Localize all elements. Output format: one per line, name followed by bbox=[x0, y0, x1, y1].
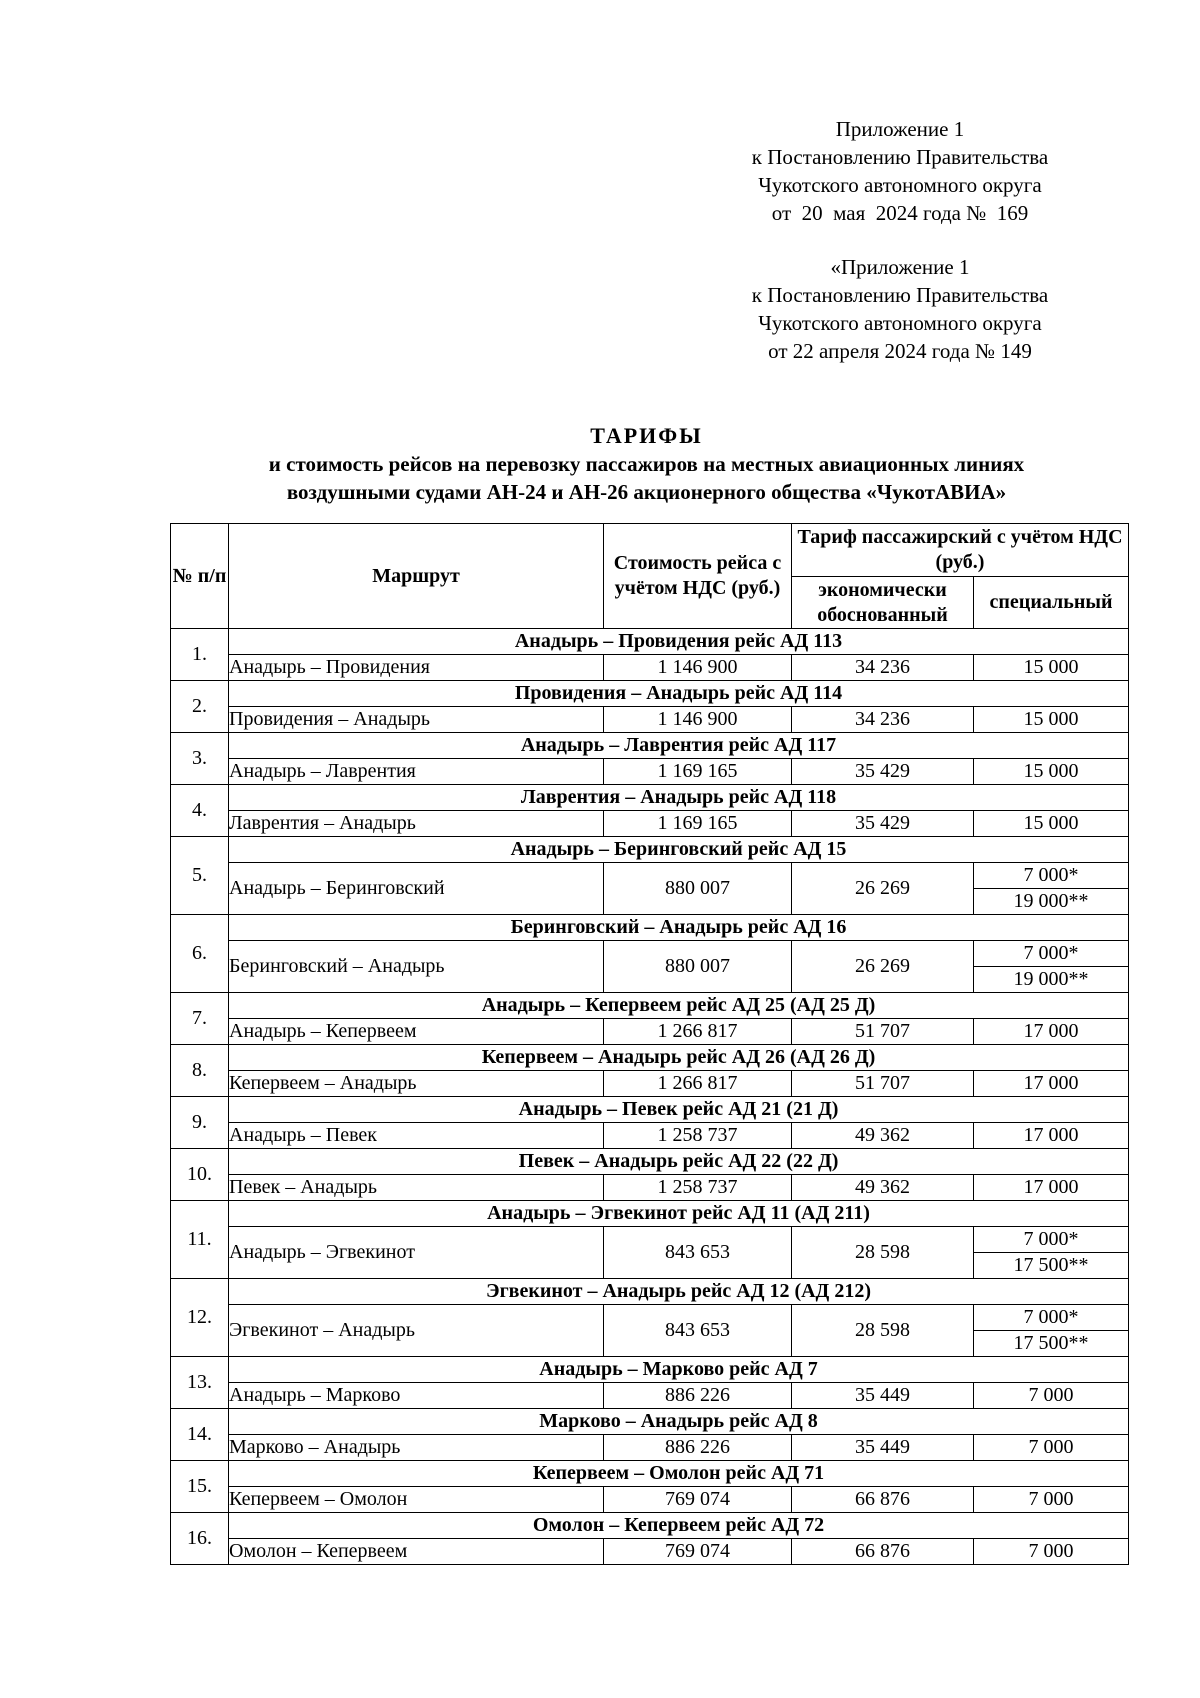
special-tariff-cell: 19 000** bbox=[974, 889, 1129, 915]
title-main: ТАРИФЫ bbox=[590, 423, 703, 448]
header-cost: Стоимость рейса с учётом НДС (руб.) bbox=[604, 524, 792, 629]
row-number: 5. bbox=[171, 837, 229, 915]
row-number: 1. bbox=[171, 629, 229, 681]
route-title-row bbox=[171, 733, 1129, 759]
cost-cell: 1 169 165 bbox=[604, 811, 792, 837]
economic-tariff-cell: 35 429 bbox=[792, 811, 974, 837]
cost-cell: 1 266 817 bbox=[604, 1071, 792, 1097]
route-title-row bbox=[171, 629, 1129, 655]
route-title-row bbox=[171, 1513, 1129, 1539]
economic-tariff-cell: 35 449 bbox=[792, 1383, 974, 1409]
special-tariff-cell: 17 000 bbox=[974, 1071, 1129, 1097]
appendix-current-block bbox=[735, 115, 1065, 227]
cost-cell: 880 007 bbox=[604, 941, 792, 993]
route-title-row bbox=[171, 681, 1129, 707]
route-cell: Кепервеем – Омолон bbox=[229, 1487, 604, 1513]
special-tariff-cell: 7 000* bbox=[974, 1305, 1129, 1331]
table-row bbox=[171, 707, 1129, 733]
flight-title: Беринговский – Анадырь рейс АД 16 bbox=[229, 915, 1129, 941]
cost-cell: 769 074 bbox=[604, 1539, 792, 1565]
table-row bbox=[171, 1487, 1129, 1513]
title-sub-line2: воздушными судами АН-24 и АН-26 акционерного общества «ЧукотАВИА» bbox=[286, 480, 1007, 504]
row-number: 13. bbox=[171, 1357, 229, 1409]
special-tariff-cell: 15 000 bbox=[974, 811, 1129, 837]
title-sub-line1: и стоимость рейсов на перевозку пассажиров на местных авиационных линиях bbox=[268, 452, 1025, 476]
appendix-current-line1: Приложение 1 bbox=[835, 117, 965, 141]
economic-tariff-cell: 28 598 bbox=[792, 1305, 974, 1357]
route-title-row bbox=[171, 837, 1129, 863]
row-number: 3. bbox=[171, 733, 229, 785]
table-row bbox=[171, 1305, 1129, 1331]
route-title-row bbox=[171, 1461, 1129, 1487]
row-number: 6. bbox=[171, 915, 229, 993]
cost-cell: 1 146 900 bbox=[604, 707, 792, 733]
appendix-previous-block bbox=[735, 253, 1065, 365]
special-tariff-cell: 7 000* bbox=[974, 863, 1129, 889]
table-row bbox=[171, 1539, 1129, 1565]
table-row bbox=[171, 941, 1129, 967]
route-cell: Марково – Анадырь bbox=[229, 1435, 604, 1461]
route-cell: Анадырь – Марково bbox=[229, 1383, 604, 1409]
route-title-row bbox=[171, 915, 1129, 941]
row-number: 12. bbox=[171, 1279, 229, 1357]
cost-cell: 1 266 817 bbox=[604, 1019, 792, 1045]
special-tariff-cell: 7 000 bbox=[974, 1487, 1129, 1513]
row-number: 16. bbox=[171, 1513, 229, 1565]
economic-tariff-cell: 51 707 bbox=[792, 1071, 974, 1097]
flight-title: Кепервеем – Омолон рейс АД 71 bbox=[229, 1461, 1129, 1487]
economic-tariff-cell: 49 362 bbox=[792, 1123, 974, 1149]
route-cell: Анадырь – Лаврентия bbox=[229, 759, 604, 785]
route-title-row bbox=[171, 993, 1129, 1019]
special-tariff-cell: 15 000 bbox=[974, 759, 1129, 785]
appendix-current-line3: Чукотского автономного округа bbox=[758, 173, 1042, 197]
flight-title: Анадырь – Беринговский рейс АД 15 bbox=[229, 837, 1129, 863]
row-number: 14. bbox=[171, 1409, 229, 1461]
flight-title: Анадырь – Провидения рейс АД 113 bbox=[229, 629, 1129, 655]
table-row bbox=[171, 1123, 1129, 1149]
flight-title: Марково – Анадырь рейс АД 8 bbox=[229, 1409, 1129, 1435]
row-number: 10. bbox=[171, 1149, 229, 1201]
appendix-previous-line3: Чукотского автономного округа bbox=[758, 311, 1042, 335]
special-tariff-cell: 7 000* bbox=[974, 1227, 1129, 1253]
header-tariff: Тариф пассажирский с учётом НДС (руб.) bbox=[792, 524, 1129, 577]
cost-cell: 843 653 bbox=[604, 1305, 792, 1357]
header-route: Маршрут bbox=[229, 524, 604, 629]
flight-title: Эгвекинот – Анадырь рейс АД 12 (АД 212) bbox=[229, 1279, 1129, 1305]
cost-cell: 1 146 900 bbox=[604, 655, 792, 681]
table-row bbox=[171, 1227, 1129, 1253]
row-number: 7. bbox=[171, 993, 229, 1045]
cost-cell: 886 226 bbox=[604, 1383, 792, 1409]
economic-tariff-cell: 26 269 bbox=[792, 863, 974, 915]
route-cell: Беринговский – Анадырь bbox=[229, 941, 604, 993]
special-tariff-cell: 17 500** bbox=[974, 1253, 1129, 1279]
cost-cell: 843 653 bbox=[604, 1227, 792, 1279]
table-row bbox=[171, 759, 1129, 785]
route-cell: Анадырь – Беринговский bbox=[229, 863, 604, 915]
header-economic: экономически обоснованный bbox=[792, 577, 974, 629]
row-number: 15. bbox=[171, 1461, 229, 1513]
economic-tariff-cell: 35 429 bbox=[792, 759, 974, 785]
special-tariff-cell: 19 000** bbox=[974, 967, 1129, 993]
special-tariff-cell: 17 000 bbox=[974, 1123, 1129, 1149]
special-tariff-cell: 7 000* bbox=[974, 941, 1129, 967]
route-title-row bbox=[171, 1279, 1129, 1305]
flight-title: Кепервеем – Анадырь рейс АД 26 (АД 26 Д) bbox=[229, 1045, 1129, 1071]
row-number: 8. bbox=[171, 1045, 229, 1097]
table-row bbox=[171, 1383, 1129, 1409]
special-tariff-cell: 7 000 bbox=[974, 1539, 1129, 1565]
economic-tariff-cell: 66 876 bbox=[792, 1539, 974, 1565]
cost-cell: 769 074 bbox=[604, 1487, 792, 1513]
cost-cell: 880 007 bbox=[604, 863, 792, 915]
header-num: № п/п bbox=[171, 524, 229, 629]
route-cell: Эгвекинот – Анадырь bbox=[229, 1305, 604, 1357]
tariffs-table-body bbox=[171, 629, 1129, 1565]
route-title-row bbox=[171, 1149, 1129, 1175]
special-tariff-cell: 15 000 bbox=[974, 655, 1129, 681]
flight-title: Анадырь – Марково рейс АД 7 bbox=[229, 1357, 1129, 1383]
row-number: 11. bbox=[171, 1201, 229, 1279]
flight-title: Певек – Анадырь рейс АД 22 (22 Д) bbox=[229, 1149, 1129, 1175]
route-cell: Лаврентия – Анадырь bbox=[229, 811, 604, 837]
flight-title: Омолон – Кепервеем рейс АД 72 bbox=[229, 1513, 1129, 1539]
route-cell: Омолон – Кепервеем bbox=[229, 1539, 604, 1565]
economic-tariff-cell: 34 236 bbox=[792, 655, 974, 681]
appendix-current-line2: к Постановлению Правительства bbox=[751, 145, 1049, 169]
special-tariff-cell: 17 000 bbox=[974, 1175, 1129, 1201]
tariffs-table bbox=[170, 523, 1129, 1565]
economic-tariff-cell: 66 876 bbox=[792, 1487, 974, 1513]
flight-title: Провидения – Анадырь рейс АД 114 bbox=[229, 681, 1129, 707]
flight-title: Анадырь – Лаврентия рейс АД 117 bbox=[229, 733, 1129, 759]
route-cell: Анадырь – Провидения bbox=[229, 655, 604, 681]
table-row bbox=[171, 1019, 1129, 1045]
route-title-row bbox=[171, 1097, 1129, 1123]
cost-cell: 886 226 bbox=[604, 1435, 792, 1461]
route-title-row bbox=[171, 785, 1129, 811]
cost-cell: 1 169 165 bbox=[604, 759, 792, 785]
flight-title: Анадырь – Кепервеем рейс АД 25 (АД 25 Д) bbox=[229, 993, 1129, 1019]
route-cell: Анадырь – Певек bbox=[229, 1123, 604, 1149]
route-cell: Певек – Анадырь bbox=[229, 1175, 604, 1201]
cost-cell: 1 258 737 bbox=[604, 1123, 792, 1149]
special-tariff-cell: 15 000 bbox=[974, 707, 1129, 733]
appendix-previous-line4: от 22 апреля 2024 года № 149 bbox=[768, 339, 1032, 363]
special-tariff-cell: 17 500** bbox=[974, 1331, 1129, 1357]
table-row bbox=[171, 1071, 1129, 1097]
economic-tariff-cell: 35 449 bbox=[792, 1435, 974, 1461]
route-cell: Кепервеем – Анадырь bbox=[229, 1071, 604, 1097]
header-special: специальный bbox=[974, 577, 1129, 629]
route-title-row bbox=[171, 1409, 1129, 1435]
economic-tariff-cell: 26 269 bbox=[792, 941, 974, 993]
row-number: 2. bbox=[171, 681, 229, 733]
row-number: 9. bbox=[171, 1097, 229, 1149]
flight-title: Анадырь – Эгвекинот рейс АД 11 (АД 211) bbox=[229, 1201, 1129, 1227]
header-row bbox=[171, 524, 1129, 577]
row-number: 4. bbox=[171, 785, 229, 837]
appendix-current-line4: от 20 мая 2024 года № 169 bbox=[771, 201, 1029, 225]
cost-cell: 1 258 737 bbox=[604, 1175, 792, 1201]
route-cell: Анадырь – Эгвекинот bbox=[229, 1227, 604, 1279]
flight-title: Анадырь – Певек рейс АД 21 (21 Д) bbox=[229, 1097, 1129, 1123]
table-row bbox=[171, 1435, 1129, 1461]
appendix-previous-line2: к Постановлению Правительства bbox=[751, 283, 1049, 307]
economic-tariff-cell: 28 598 bbox=[792, 1227, 974, 1279]
route-title-row bbox=[171, 1045, 1129, 1071]
route-title-row bbox=[171, 1201, 1129, 1227]
special-tariff-cell: 7 000 bbox=[974, 1435, 1129, 1461]
special-tariff-cell: 17 000 bbox=[974, 1019, 1129, 1045]
economic-tariff-cell: 49 362 bbox=[792, 1175, 974, 1201]
table-row bbox=[171, 811, 1129, 837]
table-row bbox=[171, 1175, 1129, 1201]
appendix-previous-line1: «Приложение 1 bbox=[830, 255, 970, 279]
route-cell: Анадырь – Кепервеем bbox=[229, 1019, 604, 1045]
route-title-row bbox=[171, 1357, 1129, 1383]
economic-tariff-cell: 51 707 bbox=[792, 1019, 974, 1045]
economic-tariff-cell: 34 236 bbox=[792, 707, 974, 733]
route-cell: Провидения – Анадырь bbox=[229, 707, 604, 733]
flight-title: Лаврентия – Анадырь рейс АД 118 bbox=[229, 785, 1129, 811]
table-row bbox=[171, 655, 1129, 681]
table-row bbox=[171, 863, 1129, 889]
special-tariff-cell: 7 000 bbox=[974, 1383, 1129, 1409]
document-title bbox=[160, 422, 1133, 506]
